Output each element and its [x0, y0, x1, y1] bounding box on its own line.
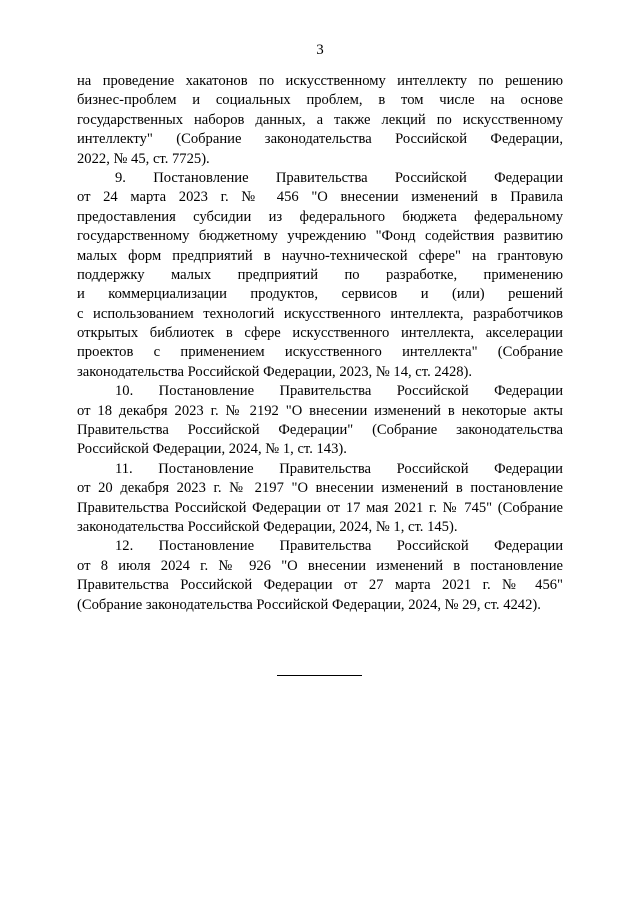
end-separator-line: [277, 675, 362, 676]
text-line: проектов с применением искусственного интеллекта" (Собрание: [77, 344, 563, 361]
text-line: малых форм предприятий в научно-технической сфере" на грантовую: [77, 247, 563, 264]
text-line: Российской Федерации, 2024, № 1, ст. 143).: [77, 441, 347, 458]
text-line: государственному бюджетному учреждению "Фонд содействия развитию: [77, 228, 563, 245]
text-line: 2022, № 45, ст. 7725).: [77, 150, 210, 167]
page-number: 3: [316, 42, 324, 58]
text-line: и коммерциализации продуктов, сервисов и (или) решений: [77, 286, 563, 303]
text-line: от 24 марта 2023 г. № 456 "О внесении изменений в Правила: [77, 189, 563, 206]
text-line: Правительства Российской Федерации от 17 мая 2021 г. № 745" (Собрание: [77, 499, 563, 516]
document-body: [77, 72, 563, 615]
text-line: от 8 июля 2024 г. № 926 "О внесении изменений в постановление: [77, 557, 563, 574]
text-line: 9. Постановление Правительства Российской Федерации: [115, 169, 563, 186]
text-line: 12. Постановление Правительства Российской Федерации: [115, 538, 563, 555]
paragraph-continuation: [77, 72, 563, 169]
text-line: с использованием технологий искусственного интеллекта, разработчиков: [77, 305, 563, 322]
text-line: поддержку малых предприятий по разработке, применению: [77, 266, 563, 283]
list-item-11: [77, 460, 563, 538]
text-line: бизнес-проблем и социальных проблем, в том числе на основе: [77, 92, 563, 109]
text-line: законодательства Российской Федерации, 2024, № 1, ст. 145).: [77, 518, 458, 535]
text-line: 10. Постановление Правительства Российской Федерации: [115, 383, 563, 400]
text-line: законодательства Российской Федерации, 2023, № 14, ст. 2428).: [77, 363, 473, 380]
text-line: Правительства Российской Федерации от 27 марта 2021 г. № 456": [77, 577, 563, 594]
text-line: от 20 декабря 2023 г. № 2197 "О внесении изменений в постановление: [77, 480, 563, 497]
text-line: 11. Постановление Правительства Российской Федерации: [115, 460, 563, 477]
text-line: (Собрание законодательства Российской Федерации, 2024, № 29, ст. 4242).: [77, 596, 541, 613]
list-item-9: [77, 169, 563, 382]
text-line: интеллекту" (Собрание законодательства Российской Федерации,: [77, 131, 563, 148]
text-line: предоставления субсидии из федерального бюджета федеральному: [77, 208, 563, 225]
text-line: государственных наборов данных, а также лекций по искусственному: [77, 111, 563, 128]
list-item-12: [77, 537, 563, 615]
list-item-10: [77, 382, 563, 460]
text-line: открытых библиотек в сфере искусственного интеллекта, акселерации: [77, 325, 563, 342]
text-line: Правительства Российской Федерации" (Собрание законодательства: [77, 422, 563, 439]
text-line: от 18 декабря 2023 г. № 2192 "О внесении изменений в некоторые акты: [77, 402, 563, 419]
text-line: на проведение хакатонов по искусственному интеллекту по решению: [77, 73, 563, 89]
